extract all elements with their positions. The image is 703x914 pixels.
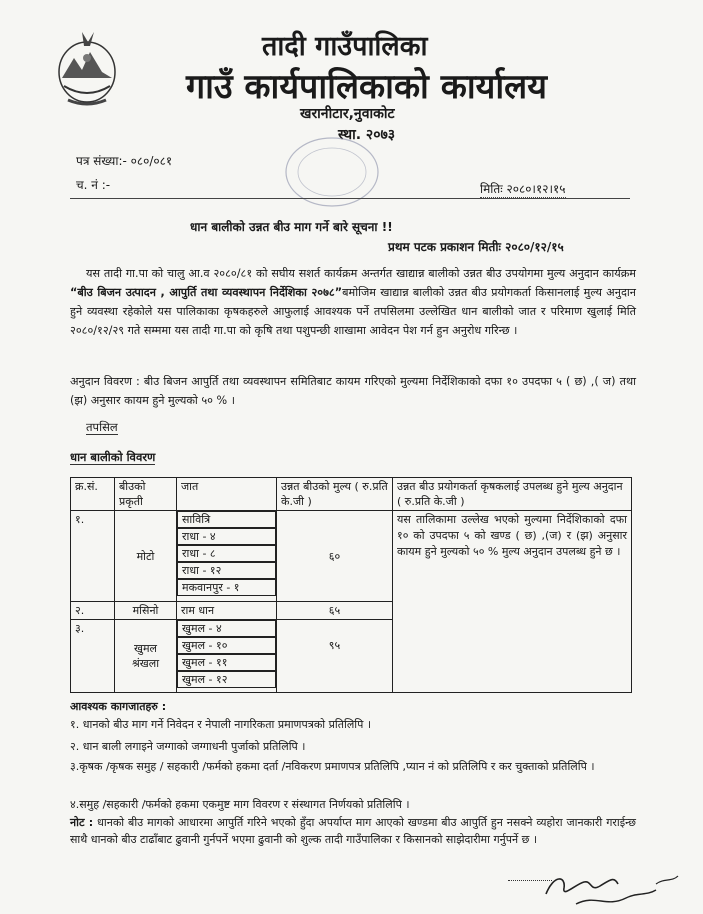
table-row <box>71 511 632 602</box>
variety-item: मकवानपुर - १ <box>177 579 276 596</box>
publication-date: प्रथम पटक प्रकाशन मितीः २०८०/१२/१५ <box>388 240 564 254</box>
note-label: नोट : <box>70 816 94 829</box>
row-seed-type: खुमल श्रंखला <box>115 620 177 693</box>
required-doc-item: ४.समुह /सहकारी /फर्मको हकमा एकमुष्ट माग विवरण र संस्थागत निर्णयको प्रतिलिपि । <box>70 798 410 811</box>
letter-date: मितिः २०८०।१२।१५ <box>480 182 566 196</box>
established-year: स्था. २०७३ <box>338 127 396 143</box>
col-header-subsidy: उन्नत बीउ प्रयोगकर्ता कृषकलाई उपलब्ध हुने मुल्य अनुदान ( रु.प्रति के.जी ) <box>393 478 632 511</box>
row-seed-type: मोटो <box>115 511 177 602</box>
variety-item: राधा - १२ <box>177 562 276 579</box>
col-header-seed-type: बीउको प्रकृती <box>115 478 177 511</box>
office-seal-stamp <box>282 132 382 212</box>
row-sn: ३. <box>71 620 115 693</box>
col-header-sn: क्र.सं. <box>71 478 115 511</box>
required-docs-title: आवश्यक कागजातहरु : <box>70 700 167 713</box>
row-price: ६० <box>277 511 393 602</box>
variety-item: राधा - ८ <box>177 545 276 562</box>
row-sn: २. <box>71 602 115 620</box>
paddy-seed-table <box>70 477 632 693</box>
row-varieties <box>177 620 277 693</box>
table-header-row <box>71 478 632 511</box>
tapasil-label: तपसिल <box>86 420 118 434</box>
dispatch-number: च. नं :- <box>76 178 111 192</box>
row-sn: १. <box>71 511 115 602</box>
variety-item: खुमल - ११ <box>177 654 276 671</box>
notice-paragraph-1: यस तादी गा.पा को चालु आ.व २०८०/८१ को सघीय सशर्त कार्यक्रम अन्तर्गत खाद्यान्न बालीको उन्नत बीउ उपयोगमा मुल्य अनुदान कार्यक्रम “बीउ बिजन उत्पादन , आपुर्ति तथा व्यवस्थापन निर्देशिका २०७८”बमोजिम खाद्यान्न बालीको उन्नत बीउ प्रयोगकर्ता किसानलाई मुल्य अनुदान हुने व्यवस्था रहेकोले यस पालिकाका कृषकहरुले आफुलाई आवश्यक पर्ने तपसिलमा उल्लेखित धान बालीको जात र परिमाण खुलाई मिति २०८०/१२/२९ गते सम्ममा यस तादी गा.पा को कृषि तथा पशुपन्छी शाखामा आवेदन पेश गर्न हुन अनुरोध गरिन्छ । <box>70 267 636 337</box>
variety-item: खुमल - ४ <box>177 620 276 637</box>
variety-item: राम धान <box>177 602 277 620</box>
subsidy-note: यस तालिकामा उल्लेख भएको मुल्यमा निर्देशिकाको दफा १० को उपदफा ५ को खण्ड ( छ) ,(ज) र (झ) अनुसार कायम हुने मुल्यको ५० % मुल्य अनुदान उपलब्ध हुने छ । <box>393 511 632 693</box>
subsidy-detail-paragraph: अनुदान विवरण : बीउ बिजन आपुर्ति तथा व्यवस्थापन समितिबाट कायम गरिएको मुल्यमा निर्देशिकाको दफा १० उपदफा ५ ( छ) ,( ज) तथा (झ) अनुसार कायम हुने मुल्यको ५० % । <box>70 375 636 407</box>
supply-note: नोट : धानको बीउ मागको आधारमा आपुर्ति गरिने भएको हुँदा अपर्याप्त माग आएको खण्डमा बीउ आपुर्ति हुन नसक्ने व्यहोरा जानकारी गराईन्छ साथै धानको बीउ टाढाँबाट ढुवानी गुर्नपर्ने भएमा ढुवानी को शुल्क तादी गाउँपालिका र किसानको साझेदारीमा गर्नुपर्ने छ । <box>70 816 636 846</box>
office-name: गाउँ कार्यपालिकाको कार्यालय <box>186 67 547 107</box>
office-address: खरानीटार,नुवाकोट <box>300 106 395 122</box>
row-seed-type: मसिनो <box>115 602 177 620</box>
required-doc-item: २. धान बाली लगाइने जग्गाको जग्गाधनी पुर्जाको प्रतिलिपि । <box>70 740 306 753</box>
required-doc-item: ३.कृषक /कृषक समुह / सहकारी /फर्मको हकमा दर्ता /नविकरण प्रमाणपत्र प्रतिलिपि ,प्यान नं को प्रतिलिपि र कर चुक्ताको प्रतिलिपि । <box>70 760 595 773</box>
variety-item: खुमल - १० <box>177 637 276 654</box>
header-divider <box>70 198 630 199</box>
required-doc-item: १. धानको बीउ माग गर्ने निवेदन र नेपाली नागरिकता प्रमाणपत्रको प्रतिलिपि । <box>70 718 372 731</box>
variety-item: खुमल - १२ <box>177 671 276 688</box>
col-header-price: उन्नत बीउको मुल्य ( रु.प्रति के.जी ) <box>277 478 393 511</box>
notice-subject: धान बालीको उन्नत बीउ माग गर्ने बारे सूचना !! <box>190 220 393 234</box>
variety-item: राधा - ४ <box>177 528 276 545</box>
row-varieties <box>177 511 277 602</box>
municipality-name: तादी गाउँपालिका <box>262 31 428 62</box>
variety-item: सावित्रि <box>177 511 276 528</box>
nepal-emblem-logo <box>52 28 122 108</box>
row-price: ९५ <box>277 620 393 693</box>
letter-number: पत्र संख्या:- ०८०/०८१ <box>76 154 173 168</box>
col-header-variety: जात <box>177 478 277 511</box>
row-price: ६५ <box>277 602 393 620</box>
handwritten-signature <box>506 864 686 910</box>
directive-name: “बीउ बिजन उत्पादन , आपुर्ति तथा व्यवस्थापन निर्देशिका २०७८” <box>70 286 343 299</box>
table-title: धान बालीको विवरण <box>70 450 156 464</box>
